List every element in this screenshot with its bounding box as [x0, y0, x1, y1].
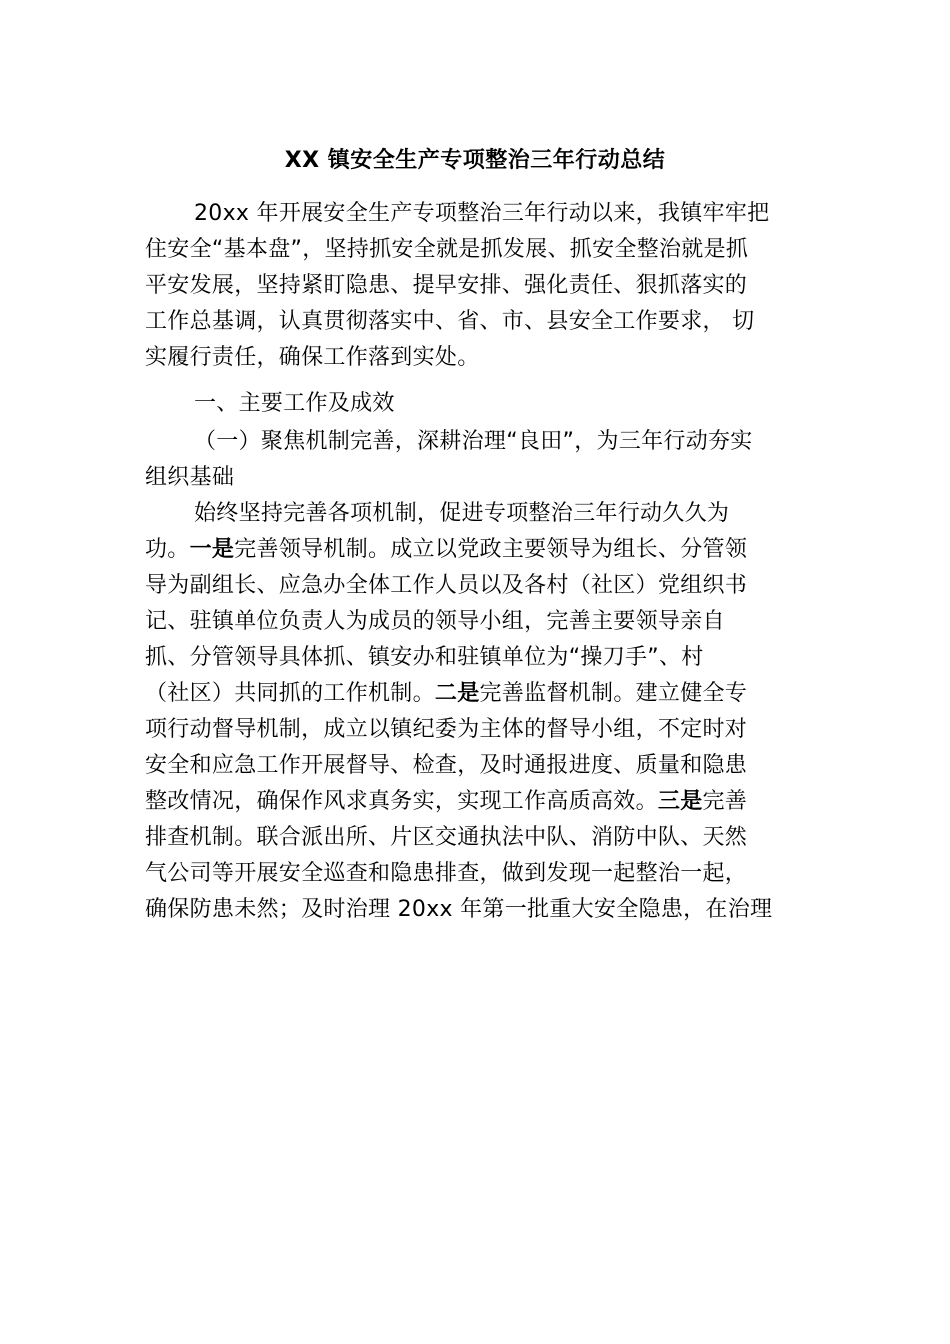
body-line-5: 抓、分管领导具体抓、镇安办和驻镇单位为“操刀手”、村	[145, 645, 704, 670]
body-line-9-pre: 整改情况，确保作风求真务实，实现工作高质高效。	[145, 789, 658, 814]
body-line-6-bold: 二是	[434, 681, 480, 706]
body-line-4: 记、驻镇单位负责人为成员的领导小组，完善主要领导亲自	[145, 609, 725, 634]
intro-line-3: 平安发展，坚持紧盯隐患、提早安排、强化责任、狠抓落实的	[145, 273, 748, 298]
subsection-heading-line-2: 组织基础	[145, 465, 235, 490]
intro-line-4: 工作总基调，认真贯彻落实中、省、市、县安全工作要求， 切	[145, 309, 755, 334]
body-line-2-pre: 功。	[145, 537, 190, 562]
intro-line-5: 实履行责任，确保工作落到实处。	[145, 345, 480, 370]
intro-line-1: 20xx 年开展安全生产专项整治三年行动以来，我镇牢牢把	[194, 201, 770, 226]
section-heading: 一、主要工作及成效	[194, 391, 395, 416]
body-line-7: 项行动督导机制，成立以镇纪委为主体的督导小组，不定时对	[145, 717, 748, 742]
body-line-8: 安全和应急工作开展督导、检查，及时通报进度、质量和隐患	[145, 753, 748, 778]
body-line-10: 排查机制。联合派出所、片区交通执法中队、消防中队、天然	[145, 825, 748, 850]
body-line-9	[145, 784, 747, 820]
intro-line-2: 住安全“基本盘”，坚持抓安全就是抓发展、抓安全整治就是抓	[145, 237, 749, 262]
body-line-2-post: 完善领导机制。成立以党政主要领导为组长、分管领	[234, 537, 748, 562]
body-line-6-pre: （社区）共同抓的工作机制。	[145, 681, 435, 706]
body-line-12: 确保防患未然；及时治理 20xx 年第一批重大安全隐患，在治理	[145, 897, 773, 922]
body-line-6	[145, 676, 747, 712]
body-line-9-bold: 三是	[657, 789, 703, 814]
body-line-6-post: 完善监督机制。建立健全专	[479, 681, 748, 706]
subsection-heading-line-1: （一）聚焦机制完善，深耕治理“良田”，为三年行动夯实	[194, 429, 753, 454]
body-line-11: 气公司等开展安全巡查和隐患排查，做到发现一起整治一起，	[145, 861, 748, 886]
body-line-9-post: 完善	[702, 789, 748, 814]
body-line-1: 始终坚持完善各项机制，促进专项整治三年行动久久为	[194, 501, 730, 526]
body-line-2	[145, 532, 747, 568]
page-title: XX 镇安全生产专项整治三年行动总结	[284, 148, 666, 173]
body-line-3: 导为副组长、应急办全体工作人员以及各村（社区）党组织书	[145, 573, 748, 598]
body-line-2-bold: 一是	[189, 537, 235, 562]
